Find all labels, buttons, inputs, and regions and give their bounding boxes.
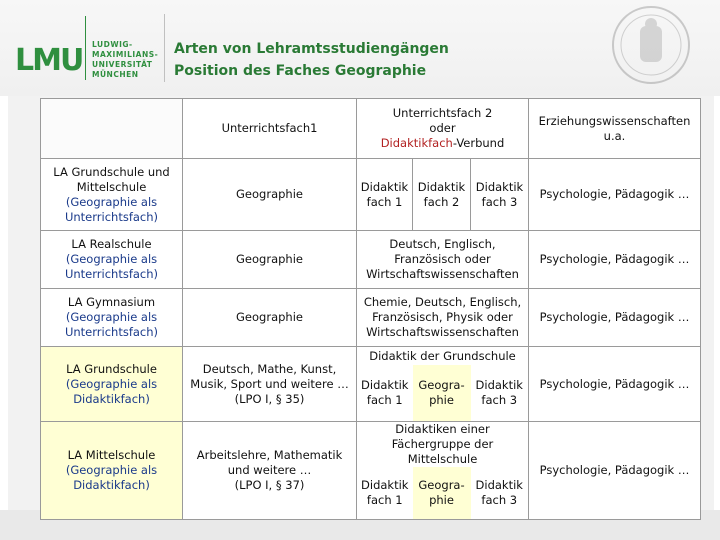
verbund-suffix: -Verbund — [452, 136, 505, 150]
cell-didaktik-caption: Didaktiken einer Fächergruppe der Mittelschule — [357, 422, 529, 468]
cell-didaktikfach-3: Didaktik fach 3 — [471, 467, 529, 520]
row-title: LA Grundschule und Mittelschule — [53, 164, 170, 194]
row-note: (Geographie als Unterrichtsfach) — [64, 252, 159, 281]
cell-uf2: Deutsch, Englisch, Französisch oder Wirtschaftswissenschaften — [357, 231, 529, 289]
cell-didaktikfach-1: Didaktik fach 1 — [357, 159, 413, 231]
row-title: LA Grundschule — [66, 361, 157, 376]
didaktikfach-highlight: Didaktikfach — [380, 136, 453, 150]
university-seal-icon — [610, 4, 692, 86]
university-name-line: LUDWIG- — [92, 40, 133, 49]
cell-uf1-subjects: Deutsch, Mathe, Kunst, Musik, Sport und weitere … — [190, 361, 349, 391]
cell-didaktikfach-1: Didaktik fach 1 — [357, 467, 413, 520]
university-name-line: UNIVERSITÄT — [92, 60, 153, 69]
row-label-gymnasium — [41, 289, 183, 347]
cell-uf1: Geographie — [183, 231, 357, 289]
slide-title — [174, 38, 449, 82]
university-name — [92, 40, 158, 80]
cell-didaktikfach-2: Didaktik fach 2 — [413, 159, 471, 231]
header-uf2-line2: oder — [429, 121, 456, 135]
cell-uf1-reference: (LPO I, § 35) — [234, 391, 305, 406]
cell-uf1-reference: (LPO I, § 37) — [234, 478, 305, 492]
cell-uf1-subjects: Arbeitslehre, Mathematik und weitere … — [196, 448, 343, 477]
cell-uf1 — [183, 347, 357, 422]
cell-geographie-didaktik: Geogra- phie — [413, 365, 471, 422]
cell-didaktikfach-3: Didaktik fach 3 — [471, 365, 529, 422]
cell-erziehungswissenschaften: Psychologie, Pädagogik … — [529, 159, 701, 231]
cell-uf1: Geographie — [183, 159, 357, 231]
logo-divider — [85, 16, 86, 80]
university-name-line: MAXIMILIANS- — [92, 50, 159, 59]
cell-erziehungswissenschaften: Psychologie, Pädagogik … — [529, 347, 701, 422]
row-label-grundschule — [41, 347, 183, 422]
title-line-2: Position des Faches Geographie — [174, 63, 427, 79]
cell-uf1 — [183, 422, 357, 520]
cell-uf2: Chemie, Deutsch, Englisch, Französisch, Physik oder Wirtschaftswissenschaften — [357, 289, 529, 347]
cell-geographie-didaktik: Geogra- phie — [413, 467, 471, 520]
row-note: (Geographie als Unterrichtsfach) — [64, 310, 159, 339]
row-note: (Geographie als Didaktikfach) — [65, 376, 158, 406]
row-label-grund-mittelschule — [41, 159, 183, 231]
row-title: LA Gymnasium — [67, 295, 156, 309]
cell-didaktikfach-3: Didaktik fach 3 — [471, 159, 529, 231]
title-divider — [164, 14, 165, 82]
university-name-line: MÜNCHEN — [92, 70, 139, 79]
corner-cell — [41, 99, 183, 159]
cell-erziehungswissenschaften: Psychologie, Pädagogik … — [529, 422, 701, 520]
lmu-logo: LMU — [15, 43, 83, 78]
cell-erziehungswissenschaften: Psychologie, Pädagogik … — [529, 231, 701, 289]
cell-erziehungswissenschaften: Psychologie, Pädagogik … — [529, 289, 701, 347]
header-uf2-line1: Unterrichtsfach 2 — [392, 106, 493, 120]
header-erziehungswissenschaften: Erziehungswissenschaften u.a. — [529, 99, 701, 159]
title-line-1: Arten von Lehramtsstudiengängen — [174, 41, 449, 57]
row-title: LA Realschule — [71, 237, 152, 251]
header-unterrichtsfach2 — [357, 99, 529, 159]
row-note: (Geographie als Didaktikfach) — [65, 463, 158, 492]
comparison-table — [40, 98, 701, 520]
row-label-realschule — [41, 231, 183, 289]
cell-didaktik-caption: Didaktik der Grundschule — [357, 347, 529, 366]
cell-didaktikfach-1: Didaktik fach 1 — [357, 365, 413, 422]
header-uf2-line3 — [359, 136, 526, 151]
row-note: (Geographie als Unterrichtsfach) — [64, 194, 159, 224]
cell-uf1: Geographie — [183, 289, 357, 347]
row-title: LA Mittelschule — [67, 448, 156, 462]
row-label-mittelschule — [41, 422, 183, 520]
header-unterrichtsfach1: Unterrichtsfach1 — [183, 99, 357, 159]
